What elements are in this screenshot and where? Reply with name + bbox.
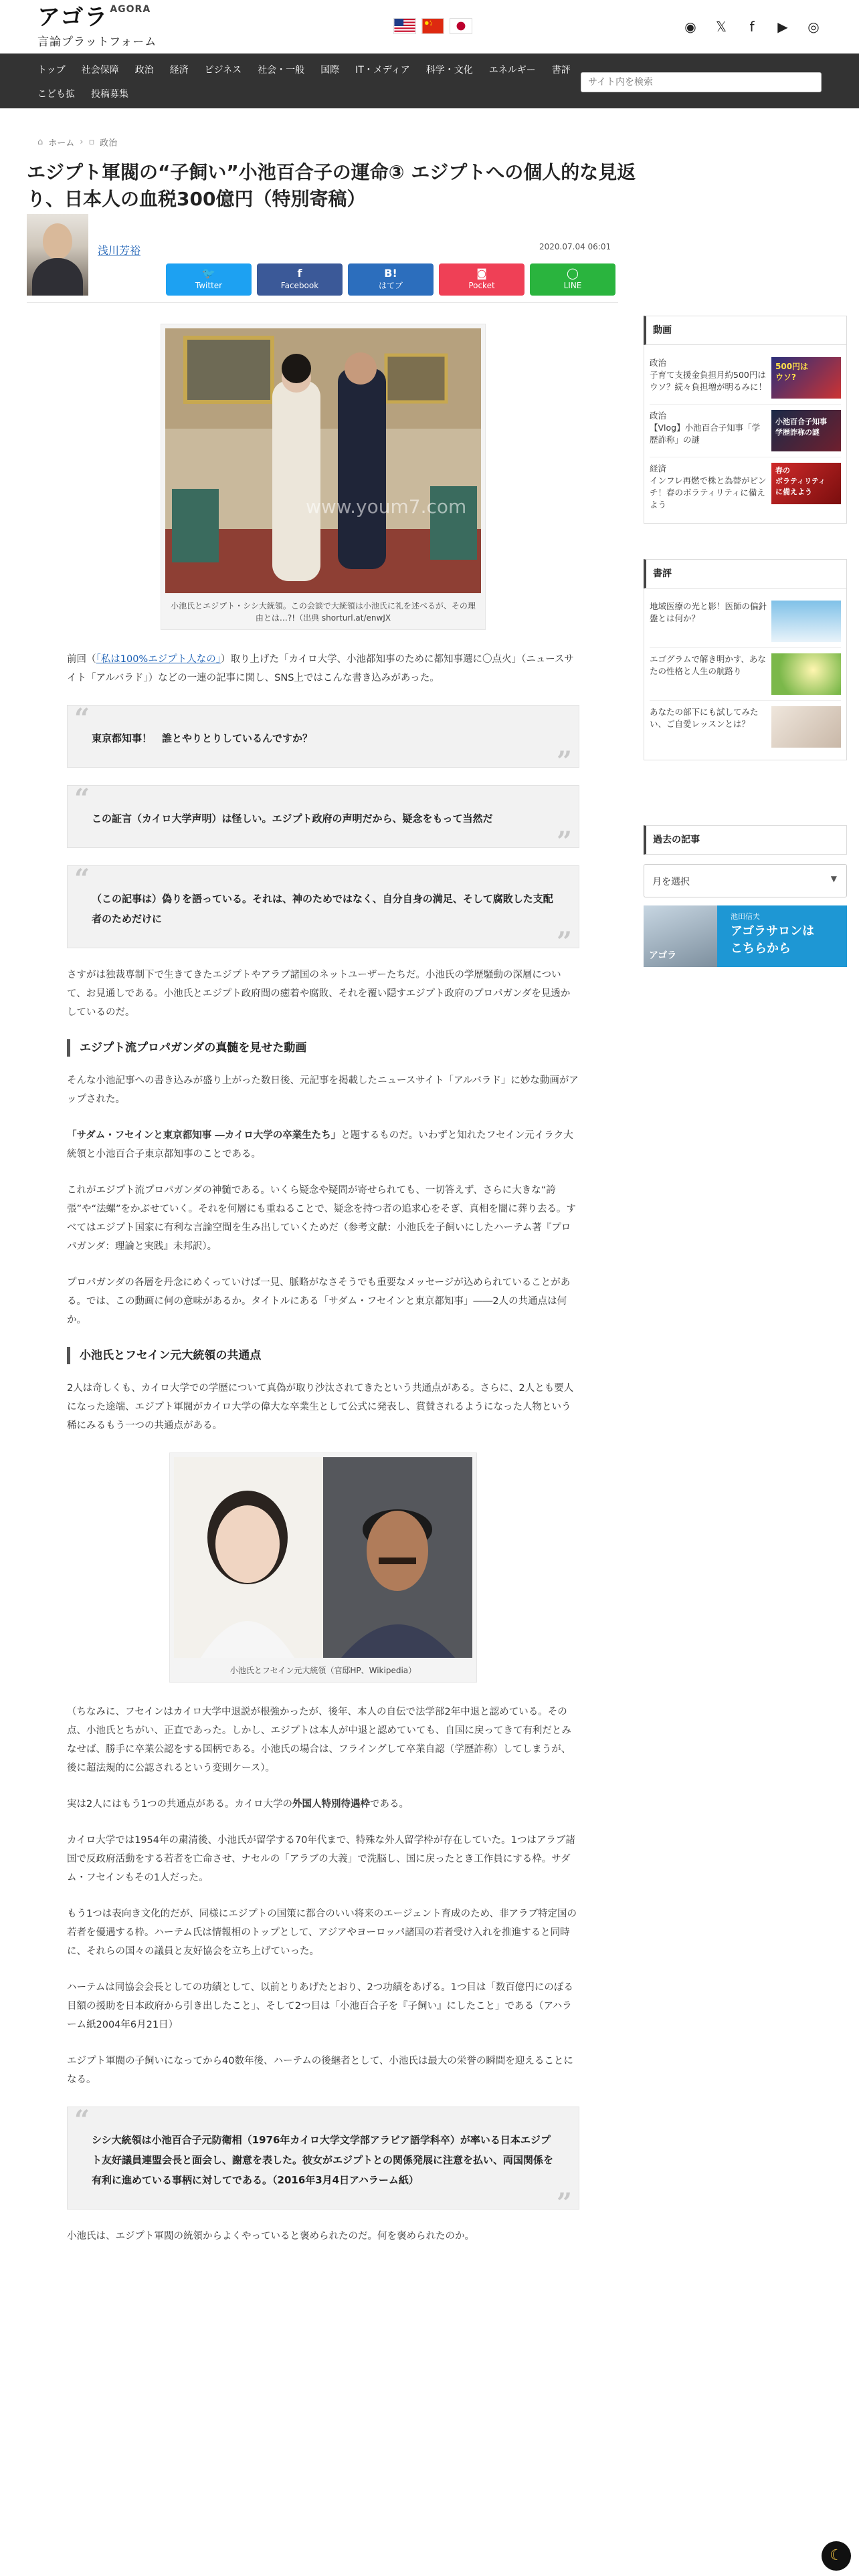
jp-flag-icon[interactable] [450, 18, 472, 34]
facebook-icon: f [297, 267, 302, 280]
breadcrumb-category[interactable]: 政治 [100, 138, 118, 148]
book-title: 地域医療の光と影！医師の偏針盤とは何か？ [650, 601, 767, 623]
facebook-icon[interactable]: f [749, 19, 755, 35]
paragraph: もう1つは表向き文化的だが、同様にエジプトの国策に都合のいい将来のエージェント育成のため、非アラブ特定国の若者を優遇する枠。ハーテム氏は情報相のトップとして、アジアやヨーロッパ諸国の若者受け入れを推進すると同時に、それらの国々の議員と友好協会を立ち上げていった。 [67, 1909, 577, 1957]
logo-agora-text: AGORA [110, 4, 151, 15]
publish-date: 2020.07.04 06:01 [539, 242, 611, 251]
figure-caption: 小池氏とエジプト・シシ大統領。この会談で大統領は小池氏に礼を述べるが、その理由とは…?!（出典 shorturl.at/enwJX [171, 601, 476, 623]
book-thumbnail [771, 706, 841, 748]
share-line-button[interactable]: ◯ LINE [530, 263, 615, 296]
video-title: 政治 子育て支援金負担月約500円はウソ？続々負担増が明るみに！ [650, 358, 767, 392]
sidebar-heading: 動画 [644, 316, 847, 345]
paragraph: さすがは独裁専制下で生きてきたエジプトやアラブ諸国のネットユーザーたちだ。小池氏の学歴騒動の深層について、お見通しである。小池氏とエジプト政府間の癒着や腐敗、それを覆い隠すエジプト政府のプロパガンダを見透かしているのだ。 [67, 970, 571, 1018]
book-thumbnail [771, 601, 841, 642]
nav-row-primary [37, 63, 579, 78]
blockquote: “ 東京都知事！ 誰とやりとりしているんですか？ ” [67, 705, 579, 768]
chevron-down-icon: ▼ [830, 874, 837, 883]
search-input[interactable] [581, 72, 822, 92]
nav-item-international[interactable]: 国際 [320, 65, 340, 76]
folder-icon: ▫ [88, 137, 95, 147]
youtube-icon[interactable]: ▶ [777, 19, 788, 35]
author-avatar[interactable] [27, 214, 88, 296]
figure-koike-sisi [161, 324, 486, 630]
figure-caption: 小池氏とフセイン元大統領（官邸HP、Wikipedia） [229, 1666, 417, 1675]
sidebar-archive [644, 825, 847, 967]
breadcrumb-home[interactable]: ホーム [48, 138, 75, 148]
nav-item-submission[interactable]: 投稿募集 [91, 89, 128, 100]
sidebar-videos [644, 316, 847, 524]
rss-icon[interactable]: ◉ [684, 19, 696, 35]
quote-open-icon: “ [74, 703, 90, 734]
paragraph: （ちなみに、フセインはカイロ大学中退説が根強かったが、後年、本人の自伝で法学部2年中退と認めている。その点、小池氏とちがい、正直であった。しかし、エジプトは本人が中退と認めていても、自国に戻ってきて有利だとみなせば、勝手に卒業公認をする国柄である。小池氏の場合は、フライングして卒業自認（学歴詐称）してしまうが、後に超法規的に公認されるという変則ケース）。 [67, 1707, 571, 1774]
paragraph: これがエジプト流プロパガンダの神髄である。いくら疑念や疑問が寄せられても、一切答えず、さらに大きな“誇張”や“法螺”をかぶせていく。それを何層にも重ねることで、疑念を持つ者の追求心をそぎ、真相を闇に葬り去る。すべてはエジプト国家に有利な言論空間を生み出していくためだ（参考文献：小池氏を子飼いにしたハーテム著『プロパガンダ：理論と実践』未邦訳）。 [67, 1185, 576, 1252]
section-heading: 小池氏とフセイン元大統領の共通点 [67, 1347, 579, 1364]
main-nav [0, 53, 859, 108]
list-item[interactable] [650, 595, 841, 648]
quote-close-icon: ” [556, 2187, 572, 2219]
video-thumbnail: 春の ボラティリティ に備えよう [771, 463, 841, 504]
dark-mode-toggle-icon[interactable]: ☾ [822, 2541, 851, 2571]
line-icon: ◯ [567, 267, 579, 280]
quote-open-icon: “ [74, 783, 90, 815]
nav-item-politics[interactable]: 政治 [134, 65, 154, 76]
list-item[interactable] [650, 701, 841, 753]
photo-watermark: www.youm7.com [306, 496, 467, 518]
share-twitter-button[interactable]: 🐦 Twitter [166, 263, 252, 296]
photo-koike-sisi[interactable] [165, 328, 481, 593]
nav-item-social-security[interactable]: 社会保障 [81, 65, 119, 76]
paragraph: 「サダム・フセインと東京都知事 ―カイロ大学の卒業生たち」と題するものだ。いわずと知れたフセイン元イラク大統領と小池百合子東京都知事のことである。 [67, 1130, 573, 1160]
paragraph: カイロ大学では1954年の粛清後、小池氏が留学する70年代まで、特殊な外人留学枠が存在していた。1つはアラブ諸国で反政府活動をする若者を亡命させ、ナセルの「アラブの大義」で洗脳し、国に戻ったとき工作員にする枠。サダム・フセインもその1人だった。 [67, 1835, 575, 1883]
logo-main-text: アゴラ [37, 4, 109, 31]
sidebar-heading: 書評 [644, 559, 847, 588]
nav-item-business[interactable]: ビジネス [204, 65, 242, 76]
paragraph: 小池氏は、エジプト軍閥の統領からよくやっていると褒められたのだ。何を褒められたのか。 [67, 2231, 474, 2242]
language-flags [393, 18, 472, 34]
list-item[interactable] [650, 352, 841, 405]
video-title: 経済 インフレ再燃で株と為替がピンチ！春のボラティリティに備えよう [650, 463, 767, 510]
site-header [0, 0, 859, 53]
nav-item-books[interactable]: 書評 [551, 65, 571, 76]
paragraph: 2人は奇しくも、カイロ大学での学歴について真偽が取り沙汰されてきたという共通点がある。さらに、2人とも要人になった途端、エジプト軍閥がカイロ大学の偉大な卒業生として公式に発表し、賞賛されるようになった人物という稀にみるもう一つの共通点がある。 [67, 1383, 574, 1431]
share-hatena-button[interactable]: B! はてブ [348, 263, 434, 296]
site-logo[interactable] [37, 4, 157, 49]
paragraph: 実は2人にはもう1つの共通点がある。カイロ大学の外国人特別待遇枠である。 [67, 1799, 409, 1810]
us-flag-icon[interactable] [393, 18, 416, 34]
paragraph: ハーテムは同協会会長としての功績として、以前とりあげたとおり、2つ功績をあげる。1つ目は「数百億円にのぼる目額の援助を日本政府から引き出したこと」、そして2つ目は「小池百合子を『子飼い』にしたこと」である（アハラーム紙2004年6月21日） [67, 1982, 573, 2030]
instagram-icon[interactable]: ◎ [807, 19, 820, 35]
photo-koike-hussein[interactable] [174, 1457, 472, 1658]
book-title: あなたの部下にも試してみたい、ご自愛レッスンとは？ [650, 707, 759, 729]
month-select[interactable]: 月を選択 ▼ [644, 864, 847, 897]
home-icon: ⌂ [37, 137, 43, 147]
twitter-icon: 🐦 [202, 267, 215, 280]
agora-salon-banner[interactable]: アゴラ 池田信夫 アゴラサロンは こちらから [644, 905, 847, 967]
pocket-icon: ◙ [476, 267, 487, 280]
paragraph: プロパガンダの各層を丹念にめくっていけば一見、脈略がなさそうでも重要なメッセージが込められていることがある。では、この動画に何の意味があるか。タイトルにある「サダム・フセインと東京都知事」――2人の共通点は何か。 [67, 1277, 571, 1325]
paragraph: エジプト軍閥の子飼いになってから40数年後、ハーテムの後継者として、小池氏は最大の栄誉の瞬間を迎えることになる。 [67, 2056, 573, 2085]
sidebar-heading: 過去の記事 [644, 825, 847, 855]
nav-item-society[interactable]: 社会・一般 [258, 65, 305, 76]
video-title: 政治 【Vlog】小池百合子知事「学歴詐称」の謎 [650, 411, 761, 445]
header-social-links [682, 19, 822, 35]
list-item[interactable] [650, 405, 841, 457]
blockquote: “ シシ大統領は小池百合子元防衛相（1976年カイロ大学文学部アラビア語学科卒）が率いる日本エジプト友好議員連盟会長と面会し、謝意を表した。彼女がエジプトとの関係発展に注意を払い、両国関係を有利に進めている事柄に対してである。（2016年3月4日アハラーム紙） ” [67, 2107, 579, 2210]
paragraph: そんな小池記事への書き込みが盛り上がった数日後、元記事を掲載したニュースサイト「アルバラド」に妙な動画がアップされた。 [67, 1075, 579, 1105]
quote-open-icon: “ [74, 863, 90, 895]
video-thumbnail: 小池百合子知事 学歴詐称の謎 [771, 410, 841, 451]
nav-item-it-media[interactable]: IT・メディア [355, 65, 410, 76]
page-title: エジプト軍閥の“子飼い”小池百合子の運命③ エジプトへの個人的な見返り、日本人の血税300億円（特別寄稿） [27, 161, 636, 210]
cn-flag-icon[interactable] [421, 18, 444, 34]
chevron-right-icon: › [80, 137, 84, 147]
quote-close-icon: ” [556, 746, 572, 777]
share-pocket-button[interactable]: ◙ Pocket [439, 263, 524, 296]
list-item[interactable] [650, 648, 841, 701]
book-thumbnail [771, 653, 841, 695]
share-facebook-button[interactable]: f Facebook [257, 263, 343, 296]
book-list [644, 588, 847, 760]
logo-subtitle: 言論プラットフォーム [37, 35, 157, 49]
quote-close-icon: ” [556, 926, 572, 958]
article-body [67, 324, 579, 2263]
share-buttons [166, 263, 615, 296]
header-divider [27, 302, 618, 303]
video-thumbnail: 500円は ウソ? [771, 357, 841, 399]
breadcrumb [37, 136, 117, 148]
book-title: エゴグラムで解き明かす、あなたの性格と人生の航路り [650, 654, 766, 676]
list-item[interactable] [650, 457, 841, 516]
quote-open-icon: “ [74, 2105, 90, 2136]
x-icon[interactable]: 𝕏 [715, 19, 727, 35]
blockquote: “ （この記事は）偽りを語っている。それは、神のためではなく、自分自身の満足、そして腐敗した支配者のためだけに ” [67, 865, 579, 948]
author-link[interactable]: 浅川芳裕 [98, 244, 141, 257]
nav-item-science[interactable]: 科学・文化 [425, 65, 473, 76]
video-list [644, 345, 847, 524]
nav-item-children[interactable]: こども拡 [37, 89, 75, 100]
figure-koike-hussein [169, 1453, 477, 1683]
nav-item-energy[interactable]: エネルギー [488, 65, 536, 76]
nav-item-top[interactable]: トップ [37, 65, 66, 76]
sidebar-books [644, 559, 847, 760]
nav-item-economy[interactable]: 経済 [169, 65, 189, 76]
hatena-icon: B! [384, 267, 397, 280]
previous-article-link[interactable]: 「私は100%エジプト人なの」 [96, 654, 221, 665]
nav-row-secondary [37, 87, 136, 102]
quote-close-icon: ” [556, 826, 572, 857]
blockquote: “ この証言（カイロ大学声明）は怪しい。エジプト政府の声明だから、疑念をもって当然だ ” [67, 785, 579, 848]
paragraph: 前回（「私は100%エジプト人なの」）取り上げた「カイロ大学、小池都知事のために都知事選に〇点火」（ニュースサイト「アルバラド」）などの一連の記事に関し、SNS上ではこんな書き込みがあった。 [67, 654, 574, 683]
section-heading: エジプト流プロパガンダの真髄を見せた動画 [67, 1039, 579, 1057]
